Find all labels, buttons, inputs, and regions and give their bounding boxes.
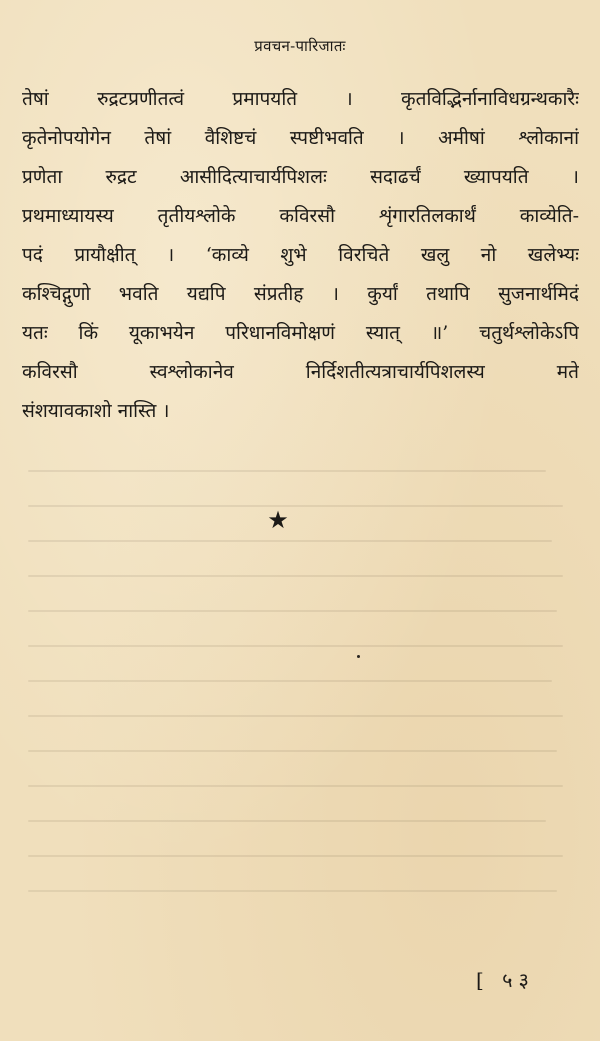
- text-line: प्रथमाध्यायस्य तृतीयश्लोके कविरसौ शृंगारतिलकार्थं काव्येति-: [22, 205, 579, 227]
- text-line: प्रणेता रुद्रट आसीदित्याचार्यपिशलः सदाढर्चं ख्यापयति ।: [22, 166, 579, 188]
- ink-speck: [357, 655, 360, 658]
- text-line: पदं प्रायौक्षीत् । ‘काव्ये शुभे विरचिते खलु नो खलेभ्यः: [22, 244, 579, 266]
- text-line: यतः किं यूकाभयेन परिधानविमोक्षणं स्यात् ॥’ चतुर्थश्लोकेऽपि: [22, 322, 579, 344]
- running-header: प्रवचन-पारिजातः: [254, 37, 346, 55]
- text-line: संशयावकाशो नास्ति ।: [22, 400, 170, 422]
- text-line: कृतेनोपयोगेन तेषां वैशिष्टचं स्पष्टीभवति । अमीषां श्लोकानां: [22, 127, 579, 149]
- body-paragraph: [22, 80, 579, 431]
- text-line: कविरसौ स्वश्लोकानेव निर्दिशतीत्यत्राचार्यपिशलस्य मते: [22, 361, 579, 383]
- text-line: कश्चिद्गुणो भवति यद्यपि संप्रतीह । कुर्यां तथापि सुजनार्थमिदं: [22, 283, 579, 305]
- text-line: तेषां रुद्रटप्रणीतत्वं प्रमापयति । कृतविद्भिर्नानाविधग्रन्थकारैः: [22, 88, 579, 110]
- star-ornament-icon: ★: [267, 506, 289, 534]
- page-number: [ ५३: [476, 968, 535, 992]
- reverse-side-bleed-through: [28, 470, 568, 940]
